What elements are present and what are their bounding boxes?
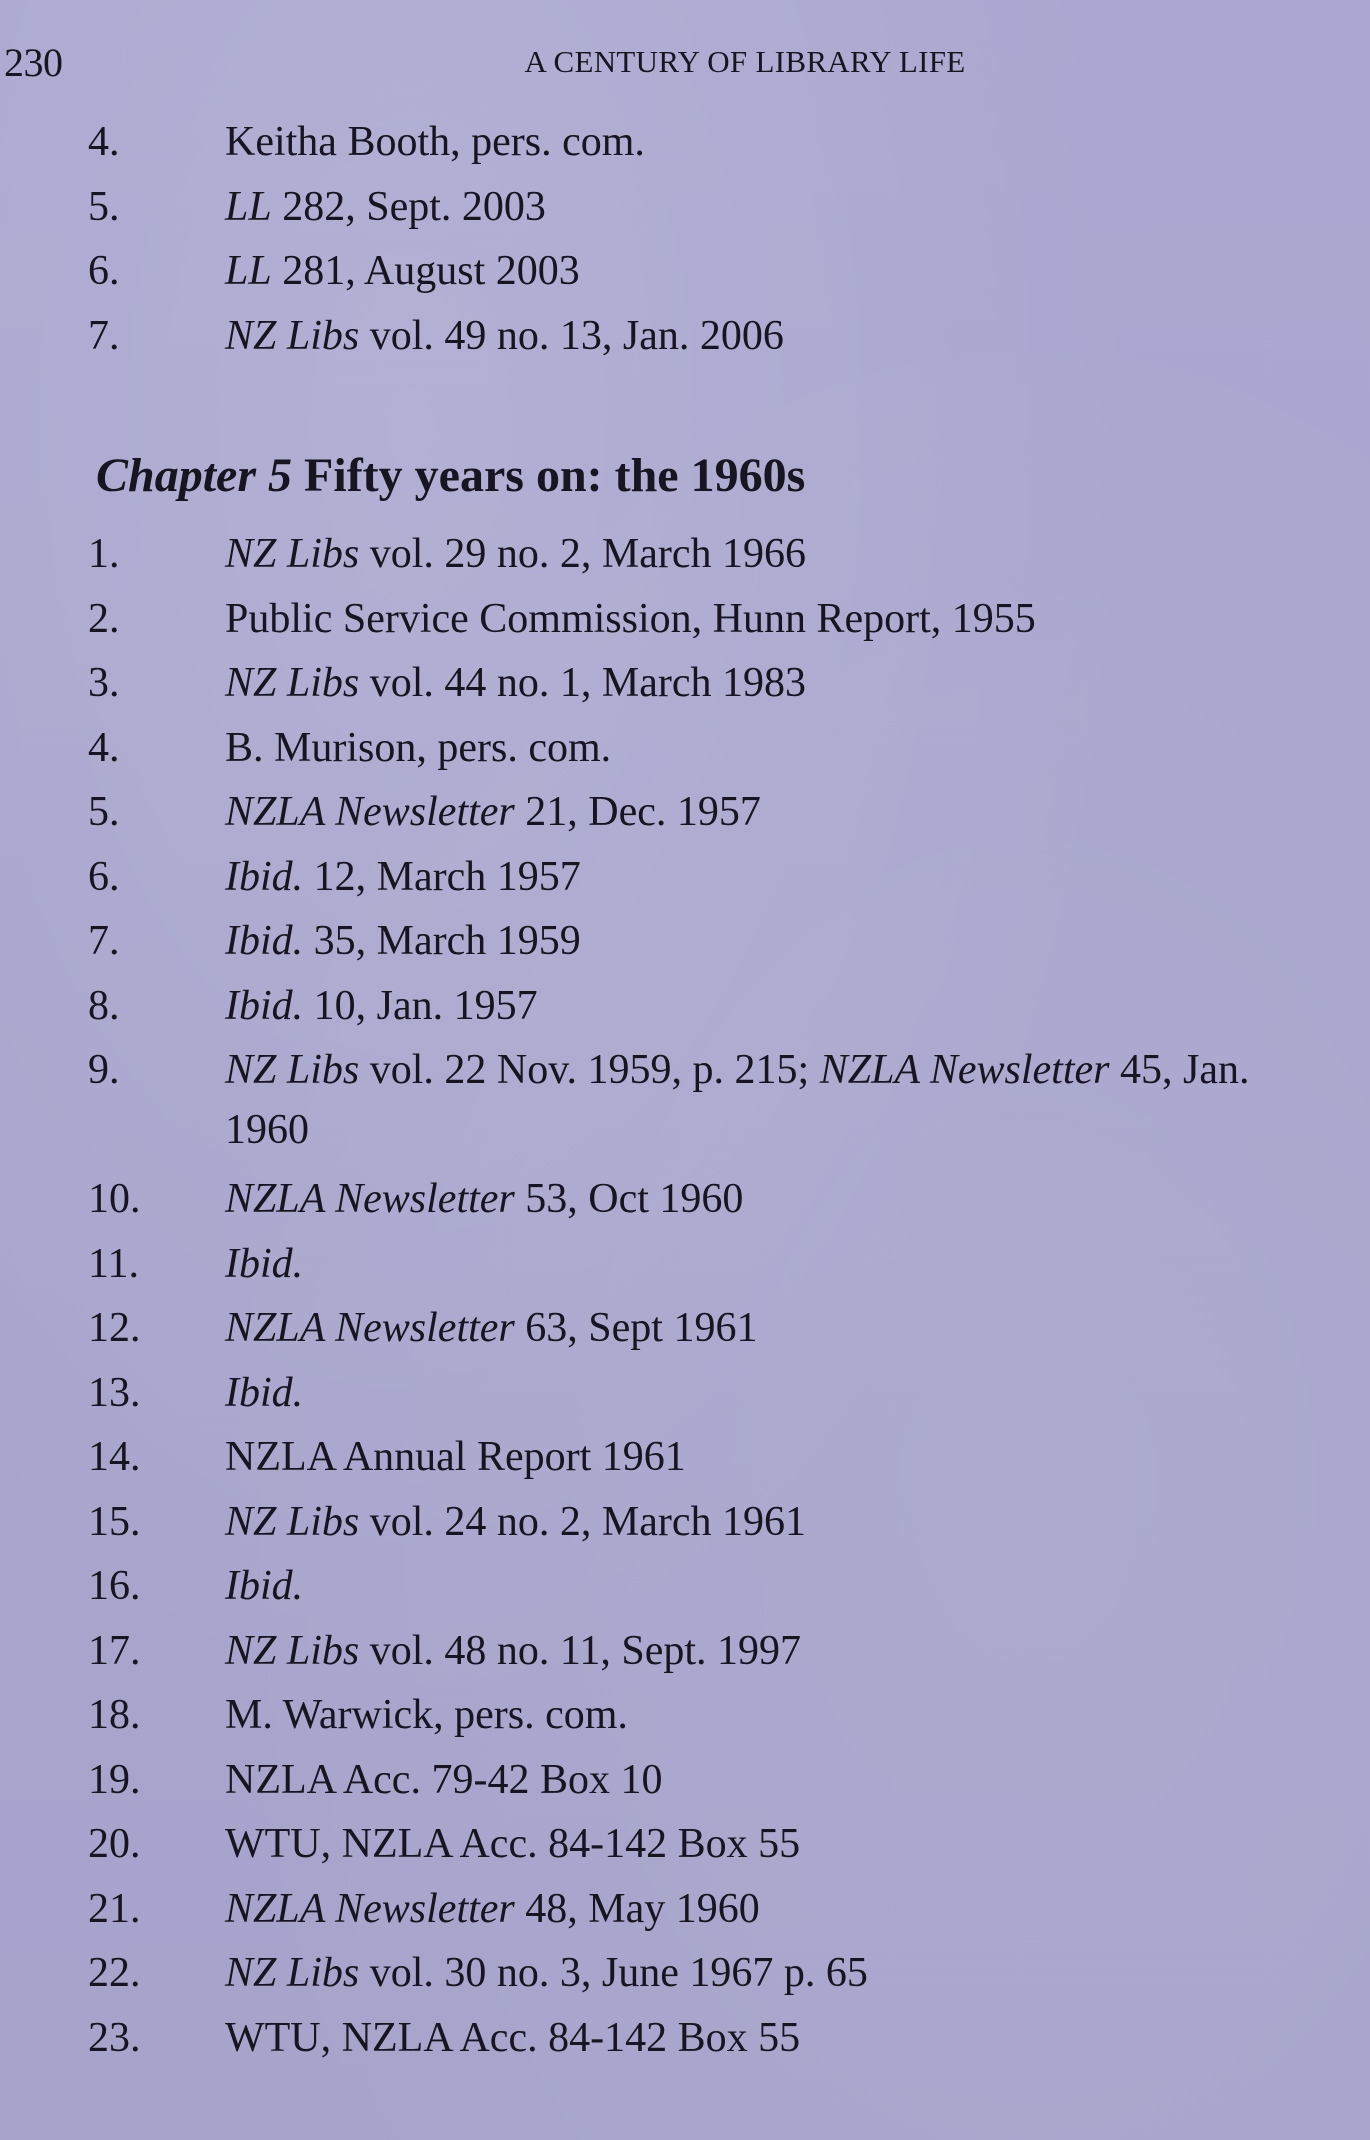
citation-italic-title: NZLA Newsletter	[819, 1047, 1110, 1093]
note-citation	[225, 1750, 1265, 1810]
note-number: 23.	[88, 2014, 141, 2061]
note-item	[0, 976, 1370, 1036]
note-item	[0, 241, 1370, 301]
citation-italic-title: NZ Libs	[225, 1627, 360, 1674]
note-citation	[225, 911, 1265, 971]
citation-text: vol. 48 no. 11, Sept. 1997	[359, 1627, 802, 1674]
chapter-label: Chapter 5	[96, 449, 293, 502]
note-citation	[225, 1427, 1265, 1487]
citation-italic-title: NZ Libs	[225, 312, 360, 359]
note-number: 6.	[88, 248, 120, 294]
note-citation	[225, 1234, 1265, 1294]
note-number: 19.	[88, 1756, 141, 1803]
note-citation	[225, 1943, 1265, 2003]
note-citation	[225, 1298, 1265, 1358]
citation-text: 45, Jan. 1960	[225, 1047, 1250, 1153]
note-item	[0, 1363, 1370, 1423]
citation-italic-title: Ibid.	[225, 1563, 304, 1609]
citation-italic-title: NZ Libs	[225, 1047, 360, 1093]
chapter-title: Fifty years on: the 1960s	[304, 449, 806, 502]
note-citation	[225, 1685, 1265, 1745]
note-citation	[225, 653, 1265, 713]
note-citation	[225, 1556, 1265, 1616]
note-item	[0, 177, 1370, 237]
citation-italic-title: NZLA Newsletter	[225, 1305, 515, 1351]
note-number: 1.	[88, 531, 120, 577]
note-number: 4.	[88, 724, 120, 771]
note-item	[0, 782, 1370, 842]
note-item	[0, 1685, 1370, 1745]
citation-text: 48, May 1960	[514, 1885, 760, 1932]
note-citation	[225, 241, 1265, 301]
citation-italic-title: NZ Libs	[225, 1950, 360, 1996]
note-citation	[225, 306, 1265, 366]
citation-text: NZLA Annual Report 1961	[225, 1434, 686, 1480]
note-item	[0, 1621, 1370, 1681]
note-item	[0, 1234, 1370, 1294]
citation-text: WTU, NZLA Acc. 84-142 Box 55	[225, 1821, 801, 1867]
note-citation	[225, 524, 1265, 584]
citation-italic-title: NZLA Newsletter	[225, 1176, 515, 1222]
note-item	[0, 1169, 1370, 1229]
citation-text: 282, Sept. 2003	[271, 183, 546, 230]
citation-text: 281, August 2003	[271, 248, 580, 294]
note-number: 21.	[88, 1885, 141, 1932]
citation-italic-title: LL	[225, 183, 272, 230]
citation-italic-title: Ibid.	[225, 853, 304, 900]
note-number: 12.	[88, 1305, 141, 1351]
citation-italic-title: NZ Libs	[225, 1498, 360, 1545]
note-citation	[225, 718, 1265, 778]
note-number: 3.	[88, 660, 120, 706]
note-number: 7.	[88, 312, 120, 359]
citation-text: 10, Jan. 1957	[303, 982, 538, 1029]
running-head: A CENTURY OF LIBRARY LIFE	[524, 44, 966, 79]
note-citation	[225, 1040, 1265, 1160]
citation-italic-title: LL	[225, 248, 272, 294]
note-item	[0, 847, 1370, 907]
note-citation	[225, 1492, 1265, 1552]
note-citation	[225, 112, 1265, 172]
citation-italic-title: NZLA Newsletter	[225, 1885, 515, 1932]
note-number: 10.	[88, 1176, 141, 1222]
citation-text: vol. 44 no. 1, March 1983	[359, 660, 807, 706]
note-citation	[225, 976, 1265, 1036]
note-number: 11.	[88, 1240, 139, 1287]
note-number: 20.	[88, 1821, 141, 1867]
citation-text: vol. 49 no. 13, Jan. 2006	[359, 312, 784, 359]
note-item	[0, 589, 1370, 649]
citation-text: M. Warwick, pers. com.	[225, 1692, 628, 1738]
note-citation	[225, 1621, 1265, 1681]
note-number: 17.	[88, 1627, 141, 1674]
note-number: 22.	[88, 1950, 141, 1996]
note-item	[0, 2008, 1370, 2068]
note-number: 5.	[88, 183, 120, 230]
note-number: 4.	[88, 119, 120, 165]
citation-text: 53, Oct 1960	[514, 1176, 744, 1222]
note-citation	[225, 177, 1265, 237]
citation-text: vol. 24 no. 2, March 1961	[359, 1498, 807, 1545]
note-item	[0, 1298, 1370, 1358]
citation-italic-title: Ibid.	[225, 1240, 304, 1287]
note-citation	[225, 1169, 1265, 1229]
note-number: 2.	[88, 595, 120, 642]
citation-text: 35, March 1959	[303, 918, 581, 964]
note-item	[0, 524, 1370, 584]
note-item	[0, 1556, 1370, 1616]
note-item	[0, 1040, 1370, 1160]
citation-text: 12, March 1957	[303, 853, 581, 900]
note-item	[0, 1427, 1370, 1487]
note-citation	[225, 1363, 1265, 1423]
note-item	[0, 1492, 1370, 1552]
chapter-heading	[96, 446, 805, 506]
page-number: 230	[4, 40, 63, 85]
citation-text: WTU, NZLA Acc. 84-142 Box 55	[225, 2014, 801, 2061]
citation-text: vol. 30 no. 3, June 1967 p. 65	[359, 1950, 868, 1996]
note-number: 14.	[88, 1434, 141, 1480]
citation-text: 63, Sept 1961	[514, 1305, 758, 1351]
note-number: 6.	[88, 853, 120, 900]
citation-text: 21, Dec. 1957	[514, 789, 761, 835]
citation-italic-title: Ibid.	[225, 1369, 304, 1416]
note-number: 5.	[88, 789, 120, 835]
note-citation	[225, 1879, 1265, 1939]
citation-italic-title: NZLA Newsletter	[225, 789, 515, 835]
note-number: 7.	[88, 918, 120, 964]
note-item	[0, 306, 1370, 366]
note-citation	[225, 782, 1265, 842]
note-number: 16.	[88, 1563, 141, 1609]
note-citation	[225, 1814, 1265, 1874]
note-citation	[225, 847, 1265, 907]
citation-text: vol. 22 Nov. 1959, p. 215;	[359, 1047, 820, 1093]
citation-text: vol. 29 no. 2, March 1966	[359, 531, 807, 577]
citation-text: Keitha Booth, pers. com.	[225, 119, 645, 165]
note-item	[0, 1814, 1370, 1874]
citation-italic-title: NZ Libs	[225, 531, 360, 577]
note-citation	[225, 589, 1265, 649]
citation-italic-title: Ibid.	[225, 982, 304, 1029]
citation-text: Public Service Commission, Hunn Report, 1955	[225, 595, 1036, 642]
note-item	[0, 112, 1370, 172]
note-number: 15.	[88, 1498, 141, 1545]
note-number: 13.	[88, 1369, 141, 1416]
note-item	[0, 653, 1370, 713]
note-citation	[225, 2008, 1265, 2068]
note-number: 18.	[88, 1692, 141, 1738]
citation-italic-title: NZ Libs	[225, 660, 360, 706]
note-item	[0, 1879, 1370, 1939]
citation-italic-title: Ibid.	[225, 918, 304, 964]
note-item	[0, 1750, 1370, 1810]
note-number: 9.	[88, 1047, 120, 1093]
note-item	[0, 911, 1370, 971]
note-item	[0, 1943, 1370, 2003]
note-number: 8.	[88, 982, 120, 1029]
note-item	[0, 718, 1370, 778]
page-header	[0, 38, 1370, 88]
citation-text: NZLA Acc. 79-42 Box 10	[225, 1756, 663, 1803]
citation-text: B. Murison, pers. com.	[225, 724, 612, 771]
